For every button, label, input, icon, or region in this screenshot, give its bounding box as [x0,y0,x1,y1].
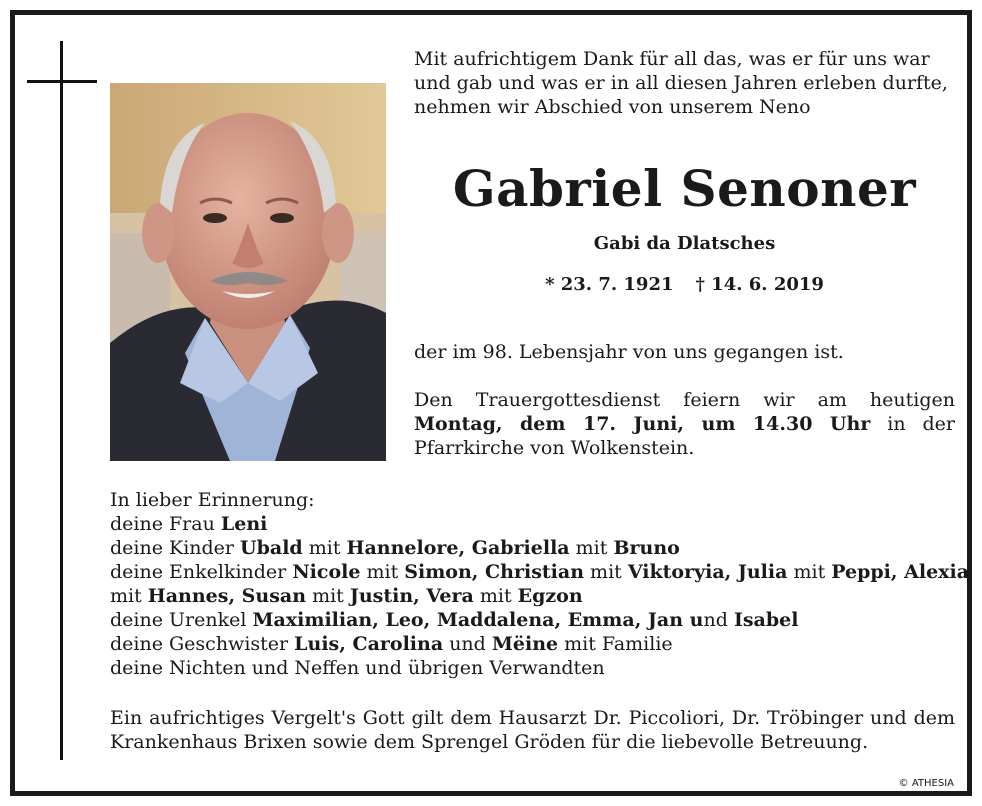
age-text: der im 98. Lebensjahr von uns gegangen ist. [414,341,844,363]
service-date-time: Montag, dem 17. Juni, um 14.30 Uhr [414,413,871,435]
memory-line [110,584,960,608]
memory-text: nd [703,609,734,631]
memory-name: Luis, Carolina [294,633,444,655]
memory-text: mit [306,585,350,607]
memory-heading: In lieber Erinnerung: [110,489,315,511]
cross-icon-horizontal [27,80,97,83]
memory-text: mit [584,561,628,583]
memory-text: mit [787,561,832,583]
memory-name: Justin, Vera [349,585,474,607]
memory-line [110,560,970,584]
memory-line [110,512,960,536]
memory-name: Peppi, Alexia [831,561,970,583]
portrait-photo [110,83,386,461]
memory-name: Hannelore, Gabriella [346,537,570,559]
service-text-part: Den Trauergottesdienst feiern wir am heutigen [414,389,955,411]
memory-line [110,536,960,560]
memory-text: mit [110,585,148,607]
memory-name: Hannes, Susan [147,585,307,607]
memory-text: mit [360,561,405,583]
memory-line: deine Nichten und Neffen und übrigen Verwandten [110,657,605,679]
memory-text: deine Urenkel [110,609,253,631]
nickname: Gabi da Dlatsches [593,233,776,254]
memory-text: mit [569,537,614,559]
intro-line: und gab und was er in all diesen Jahren erleben durfte, [414,72,948,94]
memory-text: deine Kinder [110,537,241,559]
service-text-part: in der Pfarrkirche von Wolkenstein. [414,413,955,459]
service-text [414,388,955,460]
death-date: † 14. 6. 2019 [695,274,824,295]
memory-text: mit [473,585,518,607]
thanks-text: Ein aufrichtiges Vergelt's Gott gilt dem Hausarzt Dr. Piccoliori, Dr. Tröbinger und dem Krankenhaus Brixen sowie dem Sprengel Gröden für die liebevolle Betreuung. [110,707,955,753]
birth-date: * 23. 7. 1921 [545,274,674,295]
cross-icon-vertical [60,41,63,760]
life-dates [414,273,955,297]
memory-text: und [443,633,492,655]
memory-text: mit [302,537,347,559]
memory-name: Mëine [491,633,559,655]
memory-name: Ubald [240,537,303,559]
memory-name: Isabel [733,609,799,631]
memory-name: Viktoryia, Julia [627,561,788,583]
intro-line: nehmen wir Abschied von unserem Neno [414,96,811,118]
memory-name: Simon, Christian [404,561,585,583]
copyright-label: © ATHESIA [898,778,954,789]
memory-text: deine Frau [110,513,221,535]
memory-text: mit Familie [558,633,673,655]
memory-name: Egzon [517,585,583,607]
memory-name: Nicole [292,561,361,583]
memory-name: Bruno [613,537,680,559]
memory-line [110,608,960,632]
memory-name: Leni [220,513,268,535]
memory-line [110,632,960,656]
deceased-name: Gabriel Senoner [452,159,917,218]
memory-text: deine Geschwister [110,633,295,655]
memory-list [110,488,970,680]
memory-text: deine Enkelkinder [110,561,293,583]
intro-text [414,47,959,119]
memory-name: Maximilian, Leo, Maddalena, Emma, Jan u [252,609,704,631]
intro-line: Mit aufrichtigem Dank für all das, was er für uns war [414,48,930,70]
